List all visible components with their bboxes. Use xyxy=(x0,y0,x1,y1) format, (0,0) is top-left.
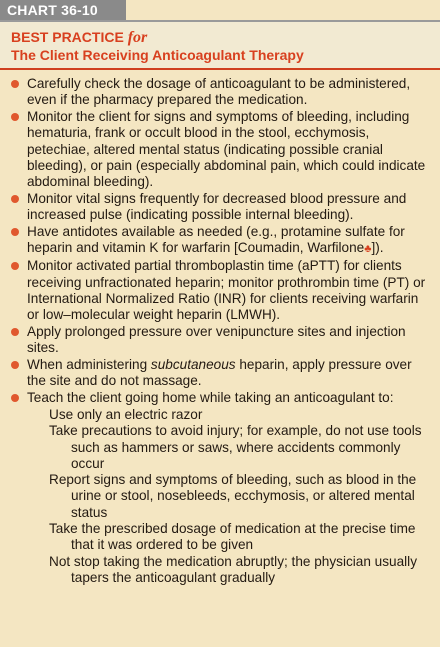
item-text: Apply prolonged pressure over venipuncture sites and injection sites. xyxy=(27,323,406,356)
bullet-icon xyxy=(11,328,19,336)
chart-header xyxy=(0,22,440,68)
item-text: Monitor the client for signs and symptoms of bleeding, including hematuria, frank or occult blood in the stool, ecchymosis, petechiae, altered mental status (indicating possible cranial bleeding), or pain (especially abdominal pain, which could indicate abdominal bleeding). xyxy=(27,109,426,190)
sublist-item xyxy=(0,407,440,423)
item-text: Have antidotes available as needed (e.g., protamine sulfate for heparin and vitamin K for warfarin [Coumadin, Warfilone xyxy=(27,224,405,256)
sublist-item-text: Use only an electric razor xyxy=(49,406,203,422)
bullet-icon xyxy=(11,262,19,270)
list-item xyxy=(0,76,440,109)
bullet-icon xyxy=(11,113,19,121)
bullet-icon xyxy=(11,394,19,402)
list-item xyxy=(0,258,440,323)
sublist-item-text: Take precautions to avoid injury; for example, do not use tools such as hammers or saws, where accidents commonly occur xyxy=(49,423,422,471)
item-text-rest: heparin, apply pressure over the site and do not massage. xyxy=(27,357,412,389)
list-item xyxy=(0,390,440,406)
header-rule xyxy=(0,68,440,70)
item-text: Teach the client going home while taking an anticoagulant to: xyxy=(27,390,394,406)
item-text-suffix: ]). xyxy=(371,240,384,256)
item-text: Carefully check the dosage of anticoagulant to be administered, even if the pharmacy prepared the medication. xyxy=(27,76,411,108)
chart-title: The Client Receiving Anticoagulant Therapy xyxy=(11,47,304,63)
sublist-item-text: Not stop taking the medication abruptly; the physician usually tapers the anticoagulant gradually xyxy=(49,553,417,585)
item-emphasis: subcutaneous xyxy=(150,357,236,373)
item-text: Monitor vital signs frequently for decreased blood pressure and increased pulse (indicating possible internal bleeding). xyxy=(27,191,407,223)
sublist-item-text: Report signs and symptoms of bleeding, such as blood in the urine or stool, nosebleeds, ecchymosis, or altered mental status xyxy=(49,472,417,520)
chart-content xyxy=(0,76,440,586)
sublist-item-text: Take the prescribed dosage of medication at the precise time that it was ordered to be given xyxy=(49,521,416,553)
teach-sublist xyxy=(0,407,440,586)
bullet-icon xyxy=(11,195,19,203)
list-item xyxy=(0,224,440,258)
chart-label: CHART 36-10 xyxy=(0,0,126,20)
list-item xyxy=(0,109,440,190)
maple-leaf-icon: ♣ xyxy=(364,243,372,256)
bullet-icon xyxy=(11,228,19,236)
best-practice-heading xyxy=(11,29,440,46)
list-item xyxy=(0,324,440,357)
bullet-icon xyxy=(11,80,19,88)
list-item xyxy=(0,357,440,390)
sublist-item xyxy=(0,521,440,554)
item-text: When administering xyxy=(27,357,148,373)
best-practice-label: BEST PRACTICE xyxy=(11,29,124,45)
practice-list xyxy=(0,76,440,406)
for-label: for xyxy=(127,29,148,46)
bullet-icon xyxy=(11,361,19,369)
list-item xyxy=(0,191,440,224)
sublist-item xyxy=(0,423,440,472)
sublist-item xyxy=(0,472,440,521)
item-text: Monitor activated partial thromboplastin time (aPTT) for clients receiving unfractionated heparin; monitor prothrombin time (PT) or International Normalized Ratio (INR) for clients receiving warfarin or low–molecular weight heparin (LMWH). xyxy=(27,258,426,323)
sublist-item xyxy=(0,554,440,587)
